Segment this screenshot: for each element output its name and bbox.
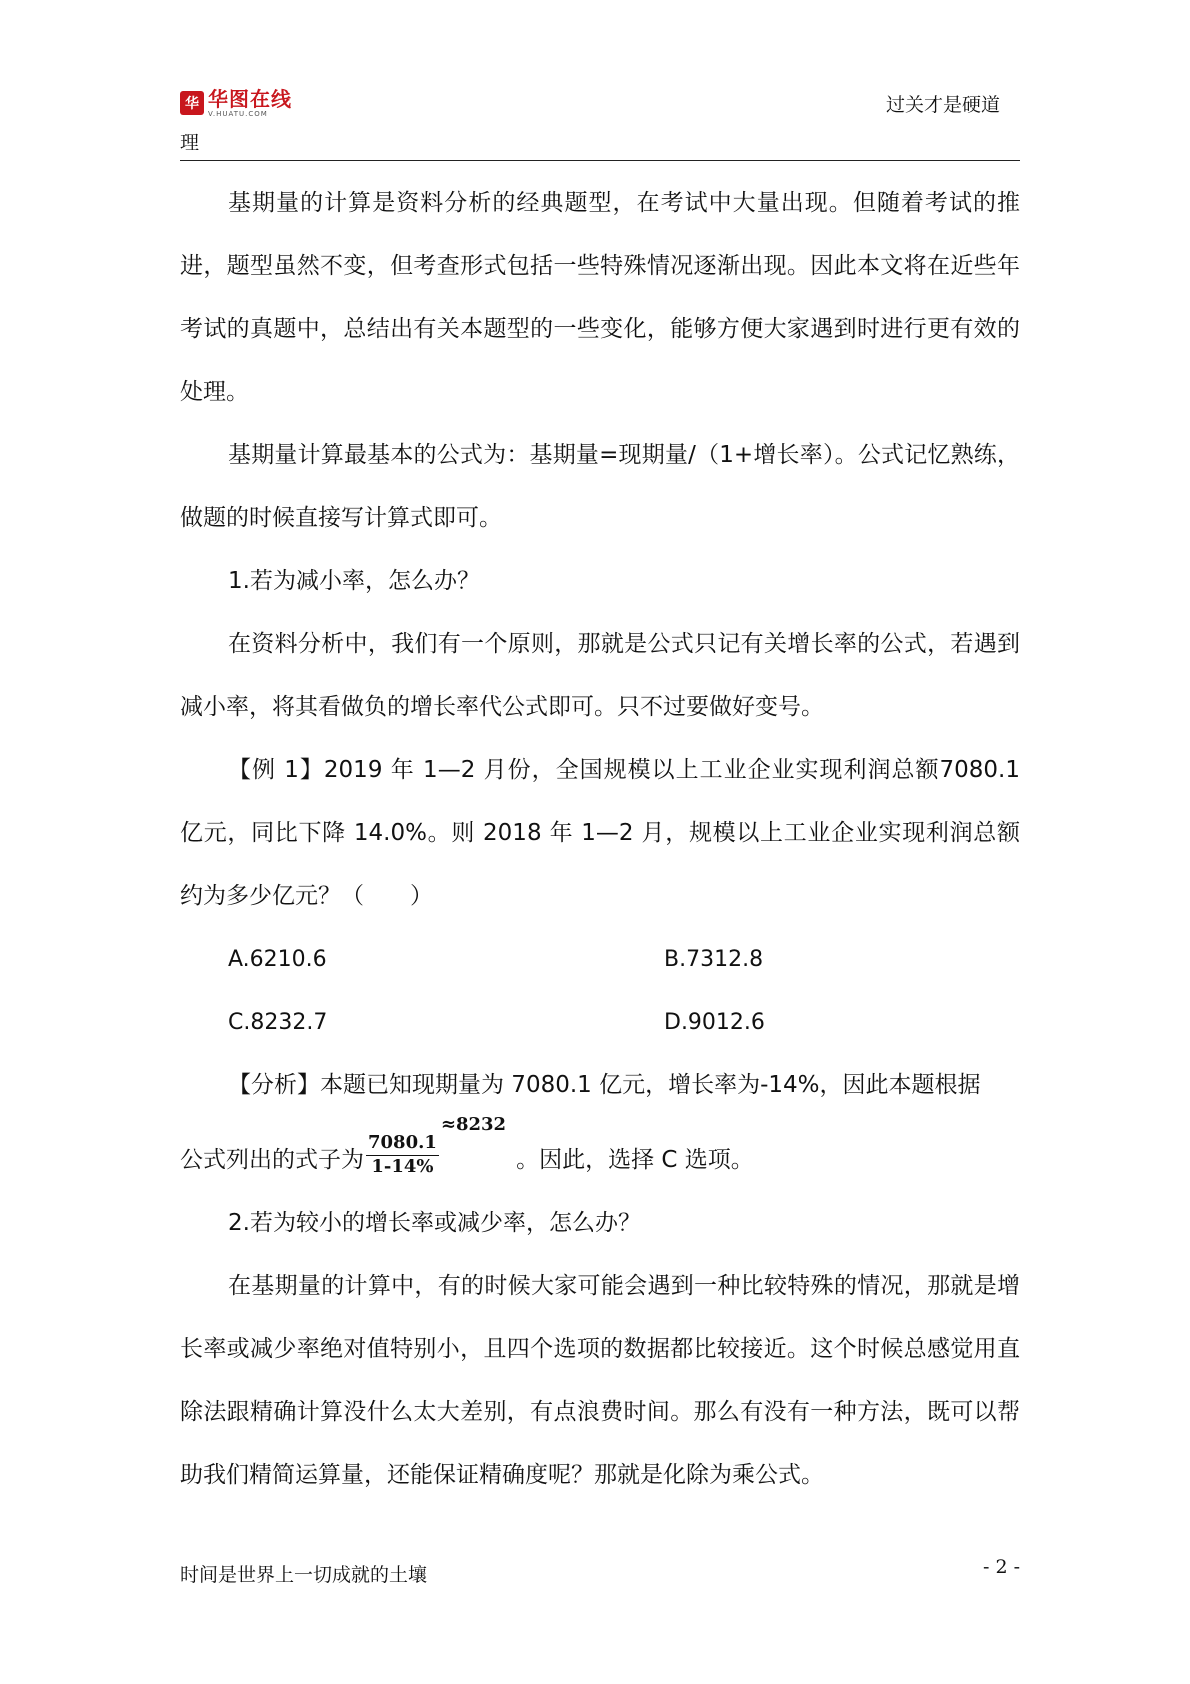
huatu-logo [180,88,292,118]
formula-fraction [366,1132,439,1178]
principle-paragraph: 在资料分析中，我们有一个原则，那就是公式只记有关增长率的公式，若遇到减小率，将其看做负的增长率代公式即可。只不过要做好变号。 [180,631,1020,720]
fraction-numerator: 7080.1 [366,1132,439,1156]
formula-line [180,1114,1020,1192]
page-number: - 2 - [982,1556,1020,1578]
option-d: D.9012.6 [664,1010,765,1035]
section-heading-2: 2.若为较小的增长率或减少率，怎么办？ [228,1210,641,1236]
formula-result: ≈8232 [440,1114,507,1135]
answer-options [180,928,1020,1054]
analysis-paragraph: 【分析】本题已知现期量为 7080.1 亿元，增长率为-14%，因此本题根据 [228,1072,981,1098]
page-footer [180,1556,1020,1590]
option-c: C.8232.7 [228,1010,328,1035]
method-paragraph: 在基期量的计算中，有的时候大家可能会遇到一种比较特殊的情况，那就是增长率或减少率绝对值特别小，且四个选项的数据都比较接近。这个时候总感觉用直除法跟精确计算没什么太大差别，有点浪费时间。那么有没有一种方法，既可以帮助我们精简运算量，还能保证精确度呢？那就是化除为乘公式。 [180,1273,1020,1488]
option-a: A.6210.6 [228,947,327,972]
header-motto-end: 理 [180,132,200,154]
section-heading-1: 1.若为减小率，怎么办？ [228,568,480,594]
intro-paragraph: 基期量的计算是资料分析的经典题型，在考试中大量出现。但随着考试的推进，题型虽然不变，但考查形式包括一些特殊情况逐渐出现。因此本文将在近些年考试的真题中，总结出有关本题型的一些变化，能够方便大家遇到时进行更有效的处理。 [180,190,1020,405]
logo-brand: 华图在线 [208,86,292,111]
fraction-denominator: 1-14% [371,1155,434,1177]
footer-slogan: 时间是世界上一切成就的土壤 [180,1564,428,1586]
option-b: B.7312.8 [664,947,764,972]
example-1-question: 【例 1】2019 年 1—2 月份，全国规模以上工业企业实现利润总额7080.1 亿元，同比下降 14.0%。则 2018 年 1—2 月，规模以上工业企业实现利润总额约为多少亿元？（ ） [180,757,1020,909]
formula-suffix: 。因此，选择 C 选项。 [516,1147,754,1173]
logo-text [208,86,292,118]
header-motto: 过关才是硬道 [885,94,1000,116]
formula-paragraph: 基期量计算最基本的公式为：基期量=现期量/（1+增长率）。公式记忆熟练，做题的时候直接写计算式即可。 [180,442,1020,531]
page-header [180,80,1020,161]
logo-url: V.HUATU.COM [208,109,268,118]
formula-prefix: 公式列出的式子为 [180,1147,364,1173]
document-body [180,172,1020,1507]
logo-mark-icon: 华 [180,91,204,115]
